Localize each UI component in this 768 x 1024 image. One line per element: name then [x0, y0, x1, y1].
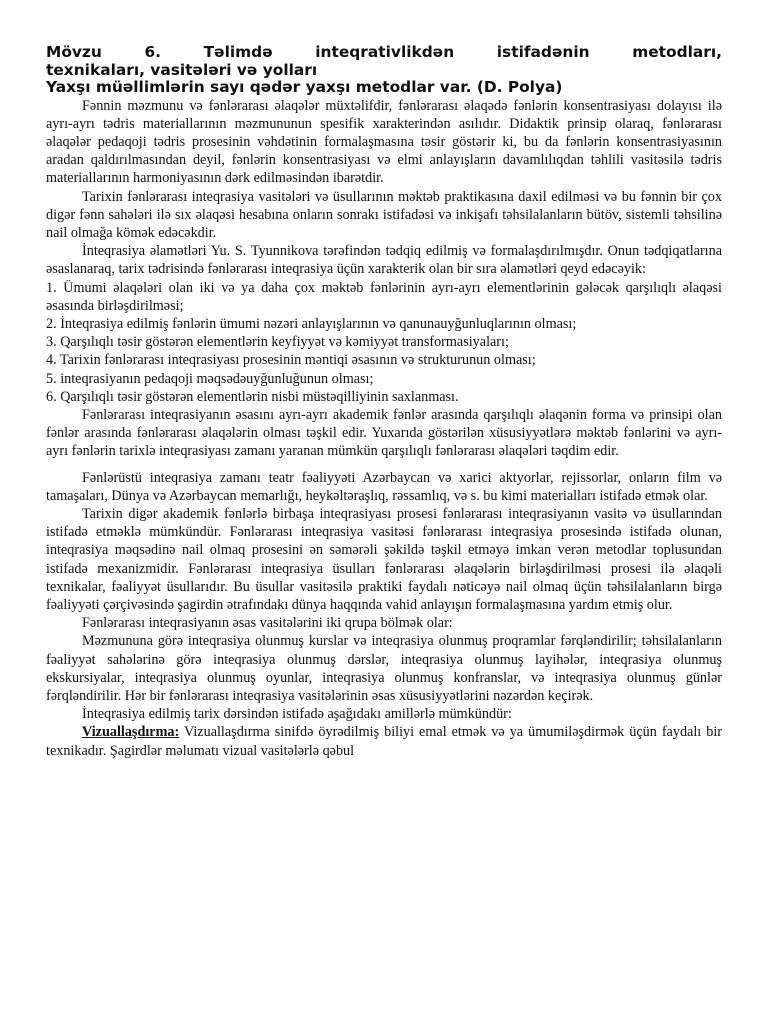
list-item: 3. Qarşılıqlı təsir göstərən elementlərin keyfiyyət və kəmiyyət transformasiyaları; [46, 334, 509, 351]
visualization-text: Vizuallaşdırma sinifdə öyrədilmiş biliyi emal etmək və ya ümumiləşdirmək üçün faydalı bir texnikadır. Şagirdlər məlumatı vizual vasitələrlə qəbul [46, 724, 722, 759]
list-item: 1. Ümumi əlaqələri olan iki və ya daha çox məktəb fənlərinin ayrı-ayrı elementlərinin gələcək qarşılıqlı əlaqəsi əsasında birləşdirilməsi; [46, 279, 722, 314]
document-page [46, 44, 722, 760]
paragraph-5: Fənlərüstü inteqrasiya zamanı teatr fəaliyyəti Azərbaycan və xarici aktyorlar, rejissorlar, onların film və tamaşaları, Dünya və Azərbaycan memarlığı, heykəltəraşlıq, rəssamlıq, və s. bu kimi materialları istifadə etmək olar. [46, 469, 722, 504]
paragraph-8: Məzmununa görə inteqrasiya olunmuş kurslar və inteqrasiya olunmuş proqramlar fərqləndirilir; təhsilalanların fəaliyyət sahələrinə görə inteqrasiya olunmuş dərslər, inteqrasiya olunmuş layihələr, inteqrasiya olunmuş ekskursiyalar, inteqrasiya olunmuş oyunlar, inteqrasiya olunmuş konfranslar, və inteqrasiya olunmuş günlər fərqləndirilir. Hər bir fənlərarası inteqrasiya vasitələrinin əsas xüsusiyyətlərini nəzərdən keçirək. [46, 633, 722, 704]
paragraph-2: Tarixin fənlərarası inteqrasiya vasitələri və üsullarının məktəb praktikasına daxil edilməsi və bu fənnin bir çox digər fənn sahələri ilə sıx əlaqəsi hesabına onların sonrakı istifadəsi və inkişafı təhsilalanların bütöv, sistemli təhsilinə nail olmağa kömək edəcəkdir. [46, 188, 722, 241]
paragraph-7: Fənlərarası inteqrasiyanın əsas vasitələrini iki qrupa bölmək olar: [82, 615, 453, 632]
paragraph-9: İnteqrasiya edilmiş tarix dərsindən istifadə aşağıdakı amillərlə mümkündür: [82, 706, 512, 723]
topic-title-line1: Mövzu 6. Təlimdə inteqrativlikdən istifadənin metodları, [46, 43, 722, 61]
topic-title-line2: texnikaları, vasitələri və yolları [46, 60, 318, 79]
list-item: 6. Qarşılıqlı təsir göstərən elementlərin nisbi müstəqilliyinin saxlanması. [46, 388, 459, 405]
list-item: 5. inteqrasiyanın pedaqoji məqsədəuyğunluğunun olması; [46, 370, 374, 387]
list-item: 4. Tarixin fənlərarası inteqrasiyası prosesinin məntiqi əsasının və strukturunun olması; [46, 352, 536, 369]
paragraph-10 [46, 723, 722, 759]
epigraph: Yaxşı müəllimlərin sayı qədər yaxşı metodlar var. (D. Polya) [46, 78, 563, 96]
paragraph-3: İnteqrasiya əlamətləri Yu. S. Tyunnikova tərəfindən tədqiq edilmiş və formalaşdırılmışdır. Onun tədqiqatlarına əsaslanaraq, tarix tədrisində fənlərarası inteqrasiya üçün xarakterik olan bir sıra əlamətləri qeyd edəcəyik: [46, 243, 722, 278]
paragraph-6: Tarixin digər akademik fənlərlə birbaşa inteqrasiyası prosesi fənlərarası inteqrasiyanın vasitə və üsullarından istifadə etməklə mümkündür. Fənlərarası inteqrasiya vasitəsi fənlərarası inteqrasiya prosesində istifadə olunan, inteqrasiya məqsədinə nail olmaq prosesini ən səmərəli şəkildə təşkil etməyə imkan verən metodlar toplusundan istifadə mexanizmidir. Fənlərarası inteqrasiya üsulları fənlərarası əlaqələrin birləşdirilməsi prosesi ilə əlaqəli texnikalar, fəaliyyət üsullarıdır. Bu üsullar vasitəsilə praktiki faydalı nəticəyə nail olmaq üçün təhsilalanların birgə fəaliyyəti çərçivəsində şagirdin ətrafındakı dünya haqqında vahid anlayışın formalaşmasına yardım etmiş olur. [46, 505, 722, 613]
paragraph-4: Fənlərarası inteqrasiyanın əsasını ayrı-ayrı akademik fənlər arasında qarşılıqlı əlaqənin forma və prinsipi olan fənlər arasında fənlərarası əlaqələrin olması təşkil edir. Yuxarıda göstərilən xüsusiyyətlərə məktəb fənlərini və ayrı-ayrı fənlərin tarixlə inteqrasiyası zamanı yaranan mümkün qarşılıqlı fənlərarası əlaqələri təqdim edir. [46, 406, 722, 460]
integration-features-list [46, 279, 722, 406]
visualization-term: Vizuallaşdırma: [82, 724, 180, 741]
paragraph-1: Fənnin məzmunu və fənlərarası əlaqələr müxtəlifdir, fənlərarası əlaqədə fənlərin konsentrasiyası dolayısı ilə ayrı-ayrı tədris materiallarının məzmununun spesifik xarakterindən asılıdır. Didaktik prinsip olaraq, fənlərarası əlaqələr pedaqoji tədris prosesinin vəhdətinin formalaşmasına təsir göstərir ki, bu da fənlərin konsentrasiyasının aradan qaldırılmasından deyil, fənlərin konsentrasiyası və elmi anlayışların davamlılıqdan təhlili vasitəsilə tədris materiallarının harmoniyasının dərk edilməsindən ibarətdir. [46, 97, 722, 187]
list-item: 2. İnteqrasiya edilmiş fənlərin ümumi nəzəri anlayışlarının və qanunauyğunluqlarının olması; [46, 315, 577, 332]
